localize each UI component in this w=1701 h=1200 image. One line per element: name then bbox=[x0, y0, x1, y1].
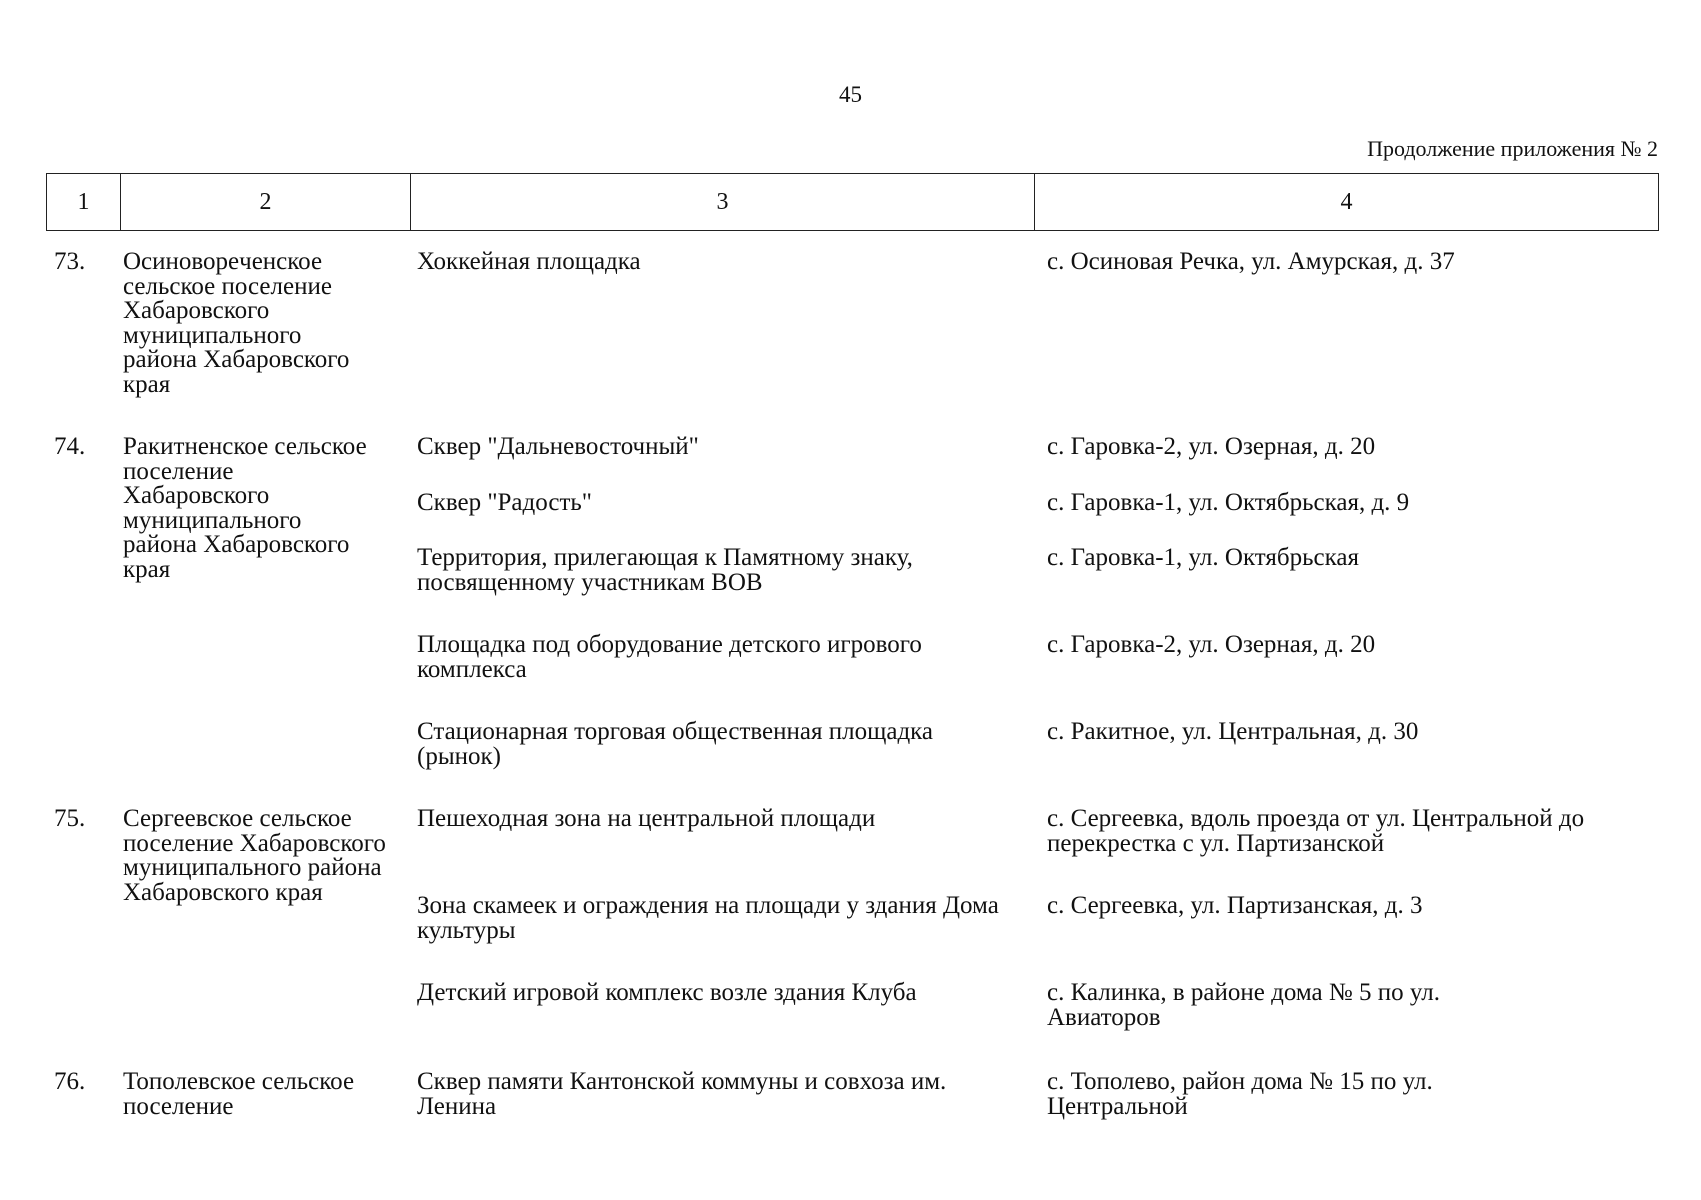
object-name: Площадка под оборудование детского игрового комплекса bbox=[417, 631, 922, 683]
row-number: 75. bbox=[54, 805, 86, 832]
row-number: 73. bbox=[54, 248, 86, 275]
table-row bbox=[46, 250, 1659, 397]
object-address: с. Сергеевка, ул. Партизанская, д. 3 bbox=[1047, 892, 1423, 919]
table-row bbox=[46, 435, 1659, 769]
list-item bbox=[411, 633, 1659, 682]
object-address: с. Гаровка-2, ул. Озерная, д. 20 bbox=[1047, 631, 1376, 658]
object-address: с. Гаровка-1, ул. Октябрьская bbox=[1047, 544, 1359, 571]
object-name: Пешеходная зона на центральной площади bbox=[417, 805, 876, 832]
object-address: с. Гаровка-1, ул. Октябрьская, д. 9 bbox=[1047, 488, 1410, 516]
object-name: Территория, прилегающая к Памятному знаку, посвященному участникам ВОВ bbox=[417, 544, 913, 596]
row-entries bbox=[411, 250, 1659, 397]
object-name: Зона скамеек и ограждения на площади у здания Дома культуры bbox=[417, 892, 999, 944]
object-name: Детский игровой комплекс возле здания Клуба bbox=[417, 979, 917, 1006]
header-cell-4: 4 bbox=[1034, 174, 1658, 230]
page-number: 45 bbox=[839, 82, 862, 107]
object-name: Стационарная торговая общественная площадка (рынок) bbox=[417, 718, 934, 770]
settlement-name: Тополевское сельское поселение bbox=[123, 1068, 355, 1120]
list-item bbox=[411, 981, 1659, 1030]
list-item bbox=[411, 1070, 1659, 1119]
list-item bbox=[411, 250, 1659, 275]
row-number: 74. bbox=[54, 433, 86, 460]
object-address: с. Сергеевка, вдоль проезда от ул. Центральной до перекрестка с ул. Партизанской bbox=[1047, 805, 1585, 857]
list-item bbox=[411, 546, 1659, 595]
list-item bbox=[411, 894, 1659, 943]
list-item bbox=[411, 435, 1659, 460]
table-row bbox=[46, 1070, 1659, 1119]
table-header bbox=[46, 173, 1659, 231]
header-cell-2: 2 bbox=[120, 174, 410, 230]
object-address: с. Осиновая Речка, ул. Амурская, д. 37 bbox=[1047, 248, 1455, 275]
continuation-label: Продолжение приложения № 2 bbox=[1367, 136, 1658, 161]
object-address: с. Калинка, в районе дома № 5 по ул. Авиаторов bbox=[1047, 979, 1440, 1031]
settlement-name: Ракитненское сельское поселение Хабаровского муниципального района Хабаровского края bbox=[123, 433, 367, 583]
object-name: Сквер "Радость" bbox=[417, 488, 592, 516]
list-item bbox=[411, 807, 1659, 856]
row-entries bbox=[411, 435, 1659, 769]
row-number: 76. bbox=[54, 1068, 86, 1095]
table-body bbox=[46, 250, 1659, 1119]
table-row bbox=[46, 807, 1659, 1030]
object-name: Сквер памяти Кантонской коммуны и совхоза им. Ленина bbox=[417, 1068, 947, 1120]
header-cell-3: 3 bbox=[410, 174, 1034, 230]
row-entries bbox=[411, 1070, 1659, 1119]
list-item bbox=[411, 720, 1659, 769]
object-address: с. Ракитное, ул. Центральная, д. 30 bbox=[1047, 718, 1419, 745]
object-address: с. Тополево, район дома № 15 по ул. Центральной bbox=[1047, 1068, 1433, 1120]
header-cell-1: 1 bbox=[77, 188, 90, 215]
settlement-name: Осиноворeченское сельское поселение Хабаровского муниципального района Хабаровского края bbox=[123, 248, 350, 398]
settlement-name: Сергеевское сельское поселение Хабаровского муниципального района Хабаровского края bbox=[123, 805, 386, 906]
object-name: Хоккейная площадка bbox=[417, 248, 641, 275]
object-name: Сквер "Дальневосточный" bbox=[417, 433, 699, 460]
row-entries bbox=[411, 807, 1659, 1030]
object-address: с. Гаровка-2, ул. Озерная, д. 20 bbox=[1047, 433, 1376, 460]
list-item bbox=[411, 488, 1659, 516]
